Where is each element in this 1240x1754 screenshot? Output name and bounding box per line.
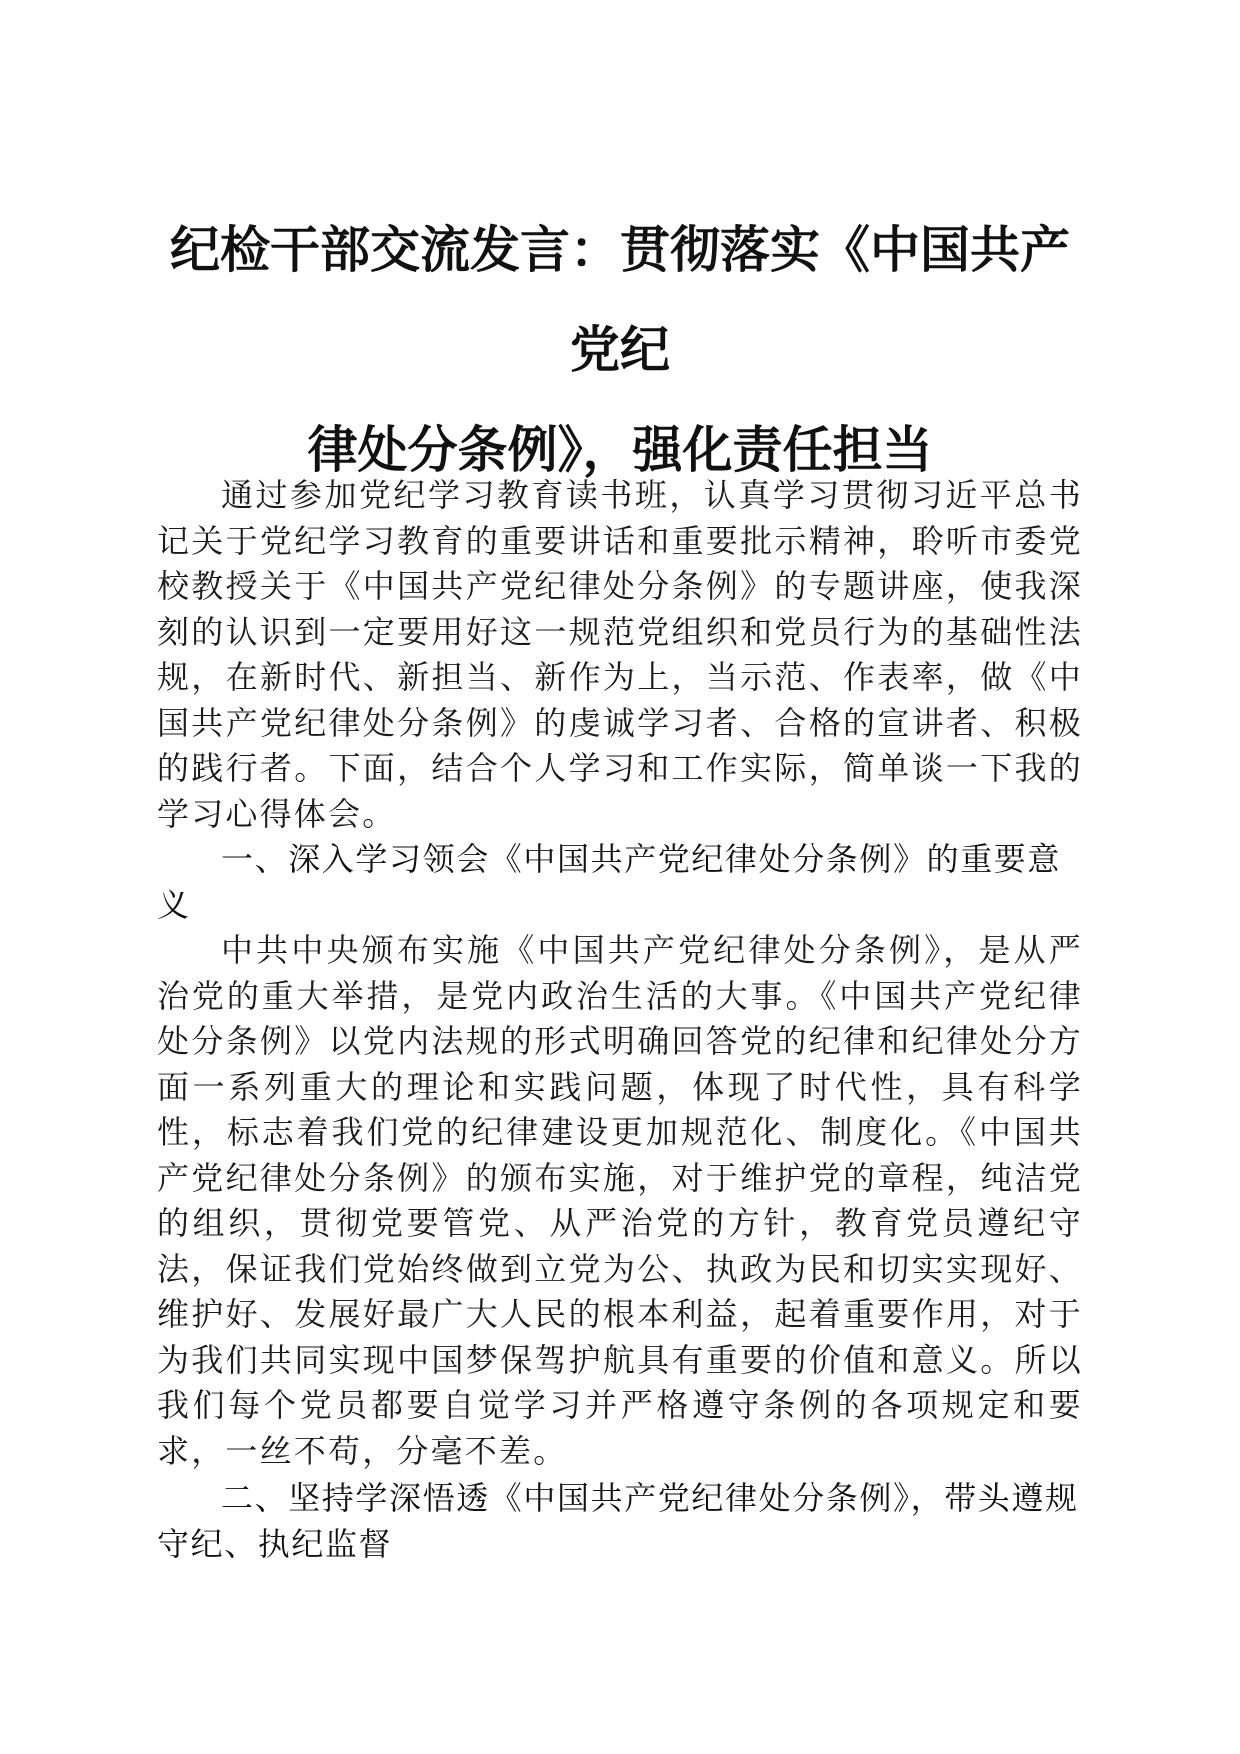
document-title [150, 200, 1090, 500]
title-line-1: 纪检干部交流发言：贯彻落实《中国共产党纪 [170, 220, 1070, 379]
section-2-heading: 二、坚持学深悟透《中国共产党纪律处分条例》，带头遵规守纪、执纪监督 [157, 1479, 1079, 1563]
section-1-paragraph: 中共中央颁布实施《中国共产党纪律处分条例》，是从严治党的重大举措，是党内政治生活的大事。《中国共产党纪律处分条例》以党内法规的形式明确回答党的纪律和纪律处分方面一系列重大的理论和实践问题，体现了时代性，具有科学性，标志着我们党的纪律建设更加规范化、制度化。《中国共产党纪律处分条例》的颁布实施，对于维护党的章程，纯洁党的组织，贯彻党要管党、从严治党的方针，教育党员遵纪守法，保证我们党始终做到立党为公、执政为民和切实实现好、维护好、发展好最广大人民的根本利益，起着重要作用，对于为我们共同实现中国梦保驾护航具有重要的价值和意义。所以我们每个党员都要自觉学习并严格遵守条例的各项规定和要求，一丝不苟，分毫不差。 [157, 931, 1083, 1470]
title-line-2: 律处分条例》，强化责任担当 [307, 420, 933, 479]
intro-paragraph: 通过参加党纪学习教育读书班，认真学习贯彻习近平总书记关于党纪学习教育的重要讲话和重要批示精神，聆听市委党校教授关于《中国共产党纪律处分条例》的专题讲座，使我深刻的认识到一定要用好这一规范党组织和党员行为的基础性法规，在新时代、新担当、新作为上，当示范、作表率，做《中国共产党纪律处分条例》的虔诚学习者、合格的宣讲者、积极的践行者。下面，结合个人学习和工作实际，简单谈一下我的学习心得体会。 [157, 476, 1083, 833]
section-1-heading: 一、深入学习领会《中国共产党纪律处分条例》的重要意义 [157, 840, 1062, 924]
document-body [157, 473, 1083, 1567]
